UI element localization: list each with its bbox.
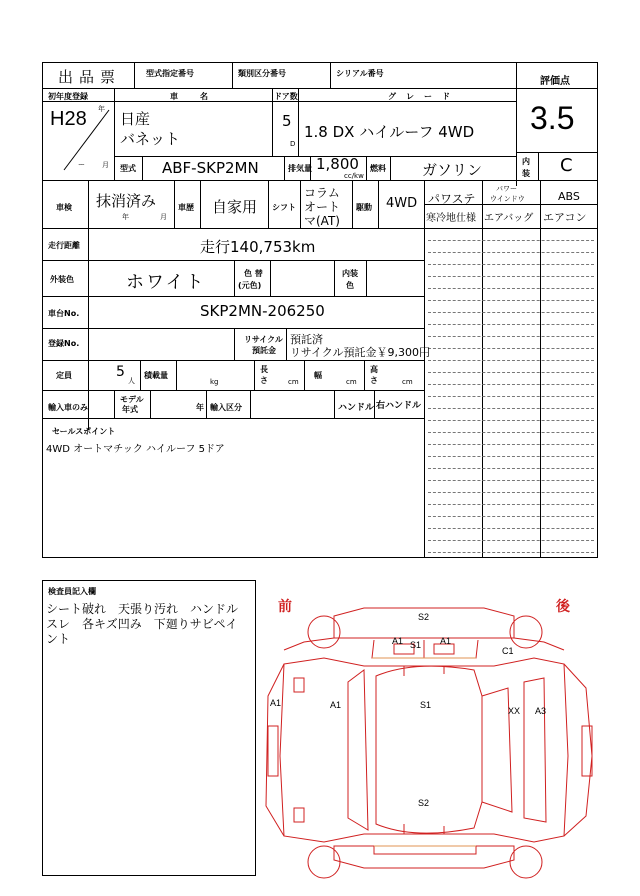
- grid-line: [428, 276, 594, 277]
- grid-line: [428, 420, 594, 421]
- equip-abs: ABS: [558, 190, 580, 203]
- equip-power-window-1: パワー: [496, 185, 517, 193]
- door-label: ドア数: [274, 92, 298, 101]
- grid-line: [428, 288, 594, 289]
- height-unit: cm: [402, 378, 413, 386]
- color-change-label-2: (元色): [238, 281, 262, 290]
- grid-line: [428, 528, 594, 529]
- model-name: バネット: [120, 130, 181, 148]
- drive-label: 駆動: [356, 203, 372, 212]
- score-label: 評価点: [540, 76, 570, 87]
- grid-line: [428, 408, 594, 409]
- grid-line: [428, 396, 594, 397]
- displacement: 1,800: [316, 155, 359, 173]
- displacement-unit: cc/kw: [344, 172, 364, 180]
- chassis-number: SKP2MN-206250: [200, 302, 325, 320]
- import-class-label: 輸入区分: [210, 403, 242, 412]
- inspection-month: 月: [160, 213, 167, 221]
- fuel: ガソリン: [422, 161, 483, 179]
- mark-top-a1-right: A1: [440, 636, 452, 646]
- mark-top-s1: S1: [410, 640, 422, 650]
- sheet-title: 出品票: [58, 68, 122, 86]
- model-year-label-1: モデル: [120, 395, 144, 404]
- inspector-line-2: スレ 各キズ凹み 下廻りサビペイ: [46, 617, 238, 631]
- color-label: 外装色: [50, 275, 74, 284]
- reg-no-label: 登録No.: [48, 339, 80, 348]
- rear-label: 後: [556, 599, 570, 615]
- recycle-amount: リサイクル預託金￥9,300円: [290, 346, 430, 359]
- inspection-label: 車検: [56, 203, 72, 212]
- grid-line: [428, 300, 594, 301]
- interior-score: C: [560, 155, 573, 176]
- month-slash: ー: [78, 161, 85, 169]
- capacity-label: 定員: [56, 371, 72, 380]
- mileage: 走行140,753km: [200, 238, 316, 256]
- grid-line: [428, 504, 594, 505]
- equip-cold-spec: 寒冷地仕様: [426, 213, 476, 224]
- capacity-unit: 人: [128, 377, 135, 385]
- grid-line: [428, 456, 594, 457]
- front-label: 前: [278, 599, 292, 615]
- length-unit: cm: [288, 378, 299, 386]
- month-unit: 月: [102, 161, 109, 169]
- int-color-label-1: 内装: [342, 269, 358, 278]
- grid-line: [428, 372, 594, 373]
- shift-3: マ(AT): [304, 214, 340, 228]
- use: 自家用: [212, 198, 258, 216]
- mark-roof-s1: S1: [420, 700, 432, 710]
- serial-label: シリアル番号: [336, 69, 384, 78]
- mark-hood-a1: A1: [330, 700, 342, 710]
- height-label-2: さ: [370, 376, 378, 385]
- equip-airbag: エアバッグ: [484, 213, 534, 224]
- capacity: 5: [116, 364, 125, 380]
- recycle-label-2: 預託金: [252, 346, 276, 355]
- car-damage-diagram: [264, 596, 600, 882]
- grid-line: [428, 336, 594, 337]
- grade-label: グレード: [388, 92, 460, 101]
- drive: 4WD: [386, 196, 418, 211]
- use-label: 車歴: [178, 203, 194, 212]
- inspector-line-3: ント: [46, 632, 71, 646]
- inspector-line-1: シート破れ 天張り汚れ ハンドル: [46, 602, 239, 616]
- grid-line: [428, 540, 594, 541]
- type-designation-label: 型式指定番号: [146, 69, 194, 78]
- grid-line: [428, 468, 594, 469]
- height-label-1: 高: [370, 365, 378, 374]
- int-color-label-2: 色: [346, 281, 354, 290]
- evaluation-score: 3.5: [530, 100, 575, 136]
- selling-point-text: 4WD オートマチック ハイルーフ 5ドア: [46, 444, 225, 455]
- grid-line: [428, 552, 594, 553]
- fuel-label: 燃料: [370, 164, 386, 173]
- displacement-label: 排気量: [288, 164, 312, 173]
- grid-line: [428, 480, 594, 481]
- first-reg-year: H28: [50, 108, 87, 130]
- grid-line: [428, 444, 594, 445]
- car-name-label: 車名: [170, 92, 230, 101]
- grid-line: [428, 492, 594, 493]
- mark-rear-xx: XX: [508, 706, 521, 716]
- inspection-year: 年: [122, 213, 129, 221]
- grid-line: [428, 312, 594, 313]
- inspection: 抹消済み: [96, 192, 157, 210]
- color-change-label-1: 色 替: [244, 269, 263, 278]
- inspector-label: 検査員記入欄: [48, 587, 96, 596]
- load-label: 積載量: [144, 371, 168, 380]
- load-unit: kg: [210, 378, 219, 386]
- shift-1: コラム: [304, 186, 340, 200]
- year-unit: 年: [98, 105, 105, 113]
- chassis-label: 車台No.: [48, 309, 80, 318]
- interior-label-2: 装: [522, 169, 530, 178]
- grade: 1.8 DX ハイルーフ 4WD: [304, 123, 475, 141]
- equip-power-steering: パワステ: [428, 192, 476, 206]
- model-year-unit: 年: [196, 403, 204, 412]
- selling-point-label: セールスポイント: [52, 427, 116, 436]
- width-label: 幅: [314, 371, 322, 380]
- model-code-label: 型式: [120, 164, 136, 173]
- equip-power-window-2: ウインドウ: [490, 195, 525, 203]
- shift-2: オート: [304, 200, 341, 214]
- mileage-label: 走行距離: [48, 241, 80, 250]
- mark-bottom-s2: S2: [418, 798, 430, 808]
- shift-label: シフト: [272, 203, 296, 212]
- grid-line: [428, 384, 594, 385]
- recycle-label-1: リサイクル: [244, 335, 283, 344]
- model-code: ABF-SKP2MN: [162, 159, 259, 177]
- recycle-status: 預託済: [290, 333, 323, 346]
- grid-line: [428, 348, 594, 349]
- equip-aircon: エアコン: [543, 211, 587, 224]
- grid-line: [428, 240, 594, 241]
- model-year-label-2: 年式: [122, 405, 138, 414]
- interior-label-1: 内: [522, 157, 530, 166]
- mark-c1: C1: [502, 646, 514, 656]
- door-suffix: D: [290, 140, 296, 148]
- grid-line: [428, 264, 594, 265]
- handle: 右ハンドル: [376, 401, 422, 411]
- grid-line: [428, 432, 594, 433]
- doors: 5: [282, 112, 292, 130]
- mark-top-a1-left: A1: [392, 636, 404, 646]
- mark-rear-a3: A3: [535, 706, 547, 716]
- length-label-1: 長: [260, 365, 268, 374]
- grid-line: [428, 360, 594, 361]
- mark-front-a1: A1: [270, 698, 282, 708]
- class-number-label: 類別区分番号: [238, 69, 286, 78]
- maker: 日産: [120, 110, 151, 128]
- import-label: 輸入車のみ: [48, 403, 88, 412]
- length-label-2: さ: [260, 376, 268, 385]
- exterior-color: ホワイト: [126, 272, 206, 293]
- grid-line: [428, 324, 594, 325]
- first-reg-label: 初年度登録: [48, 92, 88, 101]
- grid-line: [428, 252, 594, 253]
- handle-label: ハンドル: [338, 403, 375, 413]
- width-unit: cm: [346, 378, 357, 386]
- grid-line: [428, 516, 594, 517]
- mark-top-s2: S2: [418, 612, 430, 622]
